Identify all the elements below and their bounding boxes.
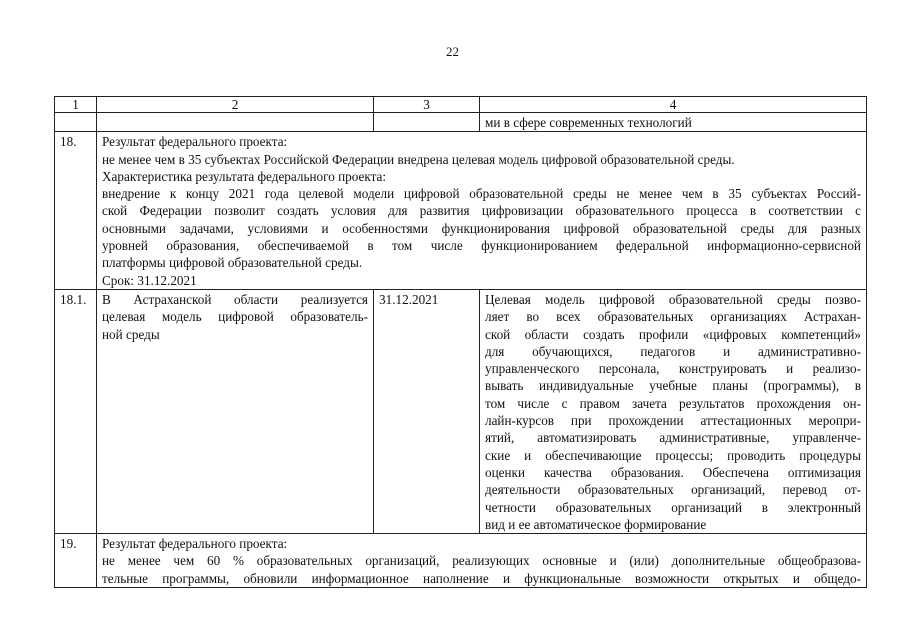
row-18-line: Характеристика результата федерального проекта: (102, 168, 387, 184)
row-number: 19. (55, 534, 97, 588)
row-18-1-result (97, 289, 374, 533)
description-line: ские и обеспечивающие процессы; проводить процедуры (485, 447, 861, 463)
table-row-18-1 (55, 289, 867, 533)
row-18-line: платформы цифровой образовательной среды. (102, 255, 363, 271)
description-line: оценки качества образования. Обеспечена оптимизация (485, 464, 861, 480)
description-line: для обучающихся, педагогов и административно- (485, 343, 861, 359)
row-18-1-date: 31.12.2021 (374, 289, 480, 533)
result-line: В Астраханской области реализуется (102, 291, 368, 307)
row-18-line: ской Федерации позволит создать условия для развития цифровизации образовательного процесса в соответствии с (102, 203, 861, 219)
table-header-row (55, 97, 867, 113)
row-18-deadline: Срок: 31.12.2021 (102, 272, 197, 288)
row-number: 18. (55, 132, 97, 290)
description-line: деятельности образовательных организаций, перевод от- (485, 482, 861, 498)
row-18-line: уровней образования, обеспечиваемой в том числе функционированием федеральной информационно-сервисной (102, 238, 861, 254)
column-header-4: 4 (480, 97, 867, 113)
description-line: вид и ее автоматическое формирование (485, 516, 707, 532)
column-header-2: 2 (97, 97, 374, 113)
row-18-line: не менее чем в 35 субъектах Российской Федерации внедрена целевая модель цифровой образовательной среды. (102, 151, 735, 167)
table-row-19 (55, 534, 867, 588)
row-19-line: Результат федерального проекта: (102, 536, 288, 552)
row-18-content (97, 132, 867, 290)
row-19-line: не менее чем 60 % образовательных организаций, реализующих основные и (или) дополнительные общеобразова- (102, 553, 861, 569)
row-19-content (97, 534, 867, 588)
document-table (54, 96, 867, 588)
page-number: 22 (446, 44, 459, 59)
column-header-1: 1 (55, 97, 97, 113)
row-18-line: Результат федерального проекта: (102, 134, 288, 150)
column-header-3: 3 (374, 97, 480, 113)
description-line: управленческого персонала, конструировать и реализо- (485, 361, 861, 377)
description-line: том числе с правом зачета результатов прохождения он- (485, 395, 861, 411)
description-line: ятий, автоматизировать административные, управленче- (485, 430, 861, 446)
row-19-line: тельные программы, обновили информационное наполнение и функциональные возможности открытых и общедо- (102, 570, 861, 586)
description-line: ской области создать профили «цифровых компетенций» (485, 326, 861, 342)
result-line: ной среды (102, 326, 160, 342)
row-number: 18.1. (55, 289, 97, 533)
row-18-line: основными задачами, условиями и особенностями функционирования цифровой образовательной среды для разных (102, 220, 861, 236)
description-line: вывать индивидуальные учебные планы (программы), в (485, 378, 861, 394)
table-row-18 (55, 132, 867, 290)
carryover-row (55, 113, 867, 132)
description-line: лайн-курсов при прохождении аттестационных меропри- (485, 413, 861, 429)
carryover-text: ми в сфере современных технологий (480, 113, 867, 132)
description-line: Целевая модель цифровой образовательной среды позво- (485, 291, 861, 307)
description-line: ляет во всех образовательных организациях Астрахан- (485, 309, 861, 325)
description-line: четности образовательных организаций в электронный (485, 499, 861, 515)
row-18-line: внедрение к концу 2021 года целевой модели цифровой образовательной среды не менее чем в 35 субъектах Россий- (102, 186, 861, 202)
result-line: целевая модель цифровой образователь- (102, 309, 368, 325)
row-18-1-description (480, 289, 867, 533)
